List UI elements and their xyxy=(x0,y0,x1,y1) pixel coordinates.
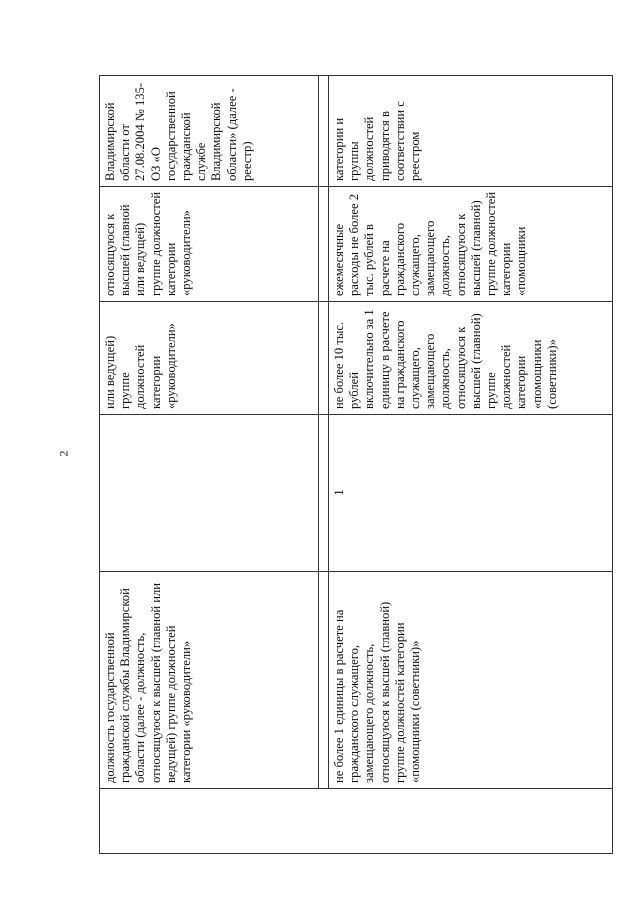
table-row-gap xyxy=(319,76,329,854)
expense-cell: относящуюся к высшей (главной или ведущей) группе должностей категории «руководители» xyxy=(100,187,319,302)
expense-cell: ежемесячные расходы не более 2 тыс. рублей в расчете на гражданского служащего, замещающего должность, относящуюся к высшей (главной) группе должностей категории «помощники xyxy=(329,187,613,302)
table-row xyxy=(100,76,319,854)
note-cell: Владимирской области от 27.08.2004 № 135-ОЗ «О государственной гражданской службе Владимирской области» (далее - реестр) xyxy=(100,76,319,187)
gap-cell xyxy=(319,302,329,415)
gap-cell xyxy=(319,415,329,572)
position-cell: должность государственной гражданской службы Владимирской области (далее - должность, относящуюся к высшей (главной или ведущей) группе должностей категории «руководители» xyxy=(100,572,319,789)
gap-cell xyxy=(319,76,329,187)
table-row xyxy=(329,76,613,854)
table-area xyxy=(99,76,612,854)
price-cell: или ведущей) группе должностей категории «руководители» xyxy=(100,302,319,415)
rotated-table xyxy=(99,76,612,854)
page-number: 2 xyxy=(56,450,71,457)
norms-table xyxy=(99,75,613,854)
empty-first-column-cell xyxy=(100,789,613,854)
gap-cell xyxy=(319,572,329,789)
position-cell: не более 1 единицы в расчете на гражданского служащего, замещающего должность, относящуюся к высшей (главной) группе должностей категории «помощники (советники)» xyxy=(329,572,613,789)
price-cell: не более 10 тыс. рублей включительно за 1 единицу в расчете на гражданского служащего, замещающего должность, относящуюся к высшей (главной) группе должностей категории «помощники (советники)» xyxy=(329,302,613,415)
quantity-cell xyxy=(100,415,319,572)
quantity-cell: 1 xyxy=(329,415,613,572)
gap-cell xyxy=(319,187,329,302)
note-cell: категории и группы должностей приводятся в соответствии с реестром xyxy=(329,76,613,187)
